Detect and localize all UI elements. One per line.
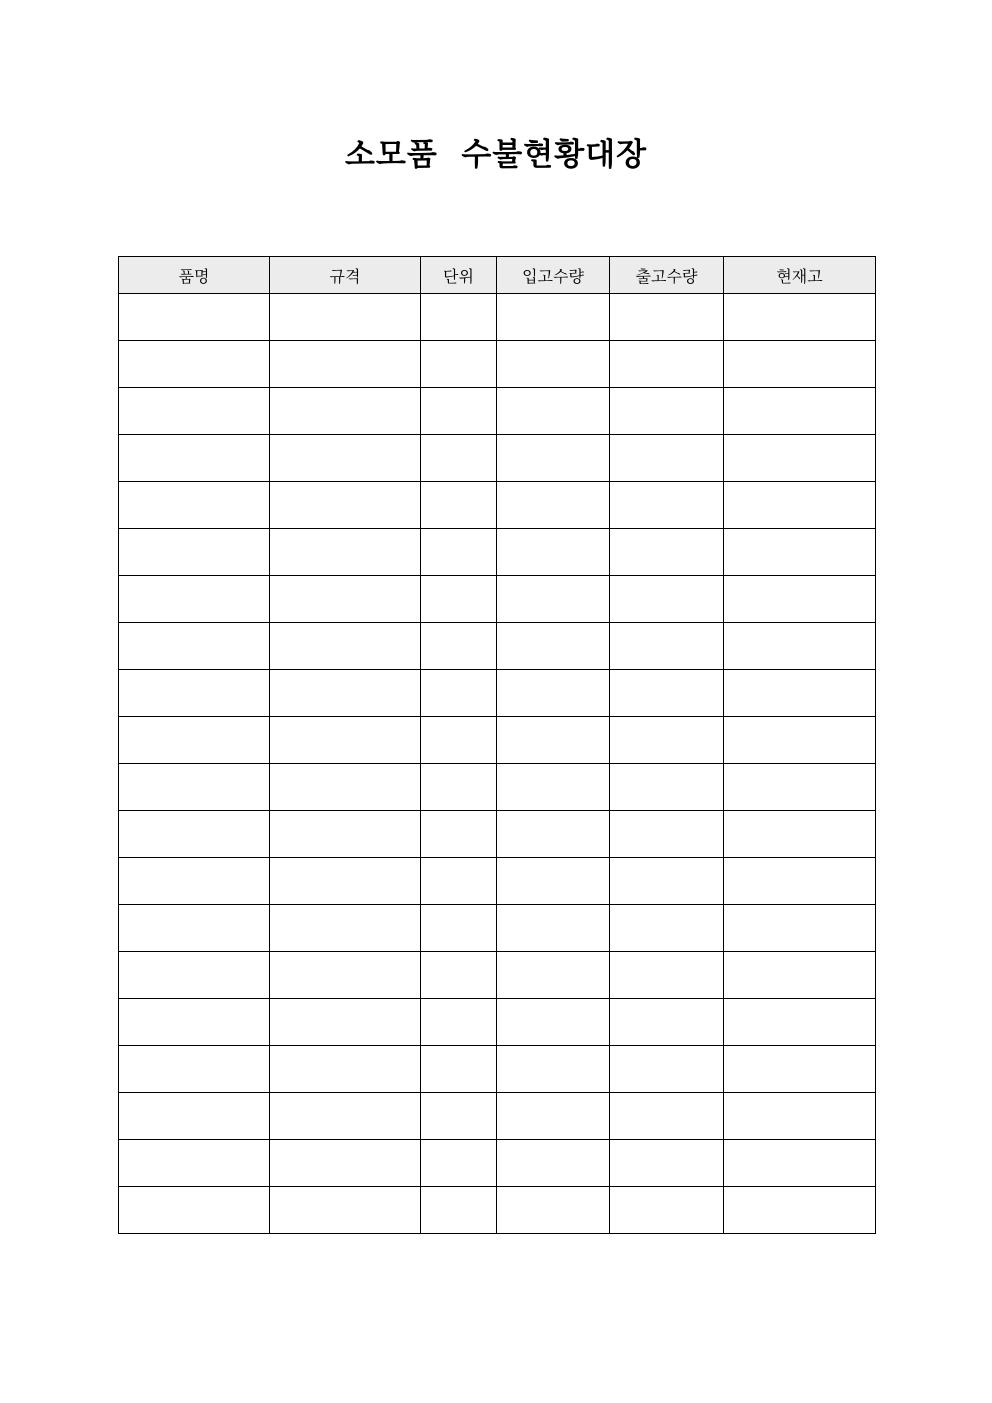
unit-cell[interactable] [421, 482, 497, 529]
current-stock-cell[interactable] [724, 811, 876, 858]
table-body [119, 294, 876, 1234]
item-name-cell[interactable] [119, 341, 270, 388]
specification-cell[interactable] [270, 1187, 421, 1234]
issued-qty-cell[interactable] [610, 623, 724, 670]
unit-cell[interactable] [421, 341, 497, 388]
current-stock-cell[interactable] [724, 341, 876, 388]
unit-cell[interactable] [421, 1046, 497, 1093]
item-name-cell[interactable] [119, 905, 270, 952]
table-row [119, 388, 876, 435]
unit-cell[interactable] [421, 670, 497, 717]
table-row [119, 717, 876, 764]
table-row [119, 435, 876, 482]
specification-cell[interactable] [270, 670, 421, 717]
column-header-specification: 규격 [270, 257, 421, 294]
issued-qty-cell[interactable] [610, 764, 724, 811]
received-qty-cell[interactable] [497, 388, 610, 435]
issued-qty-cell[interactable] [610, 1093, 724, 1140]
current-stock-cell[interactable] [724, 482, 876, 529]
specification-cell[interactable] [270, 811, 421, 858]
received-qty-cell[interactable] [497, 623, 610, 670]
specification-cell[interactable] [270, 952, 421, 999]
table-row [119, 623, 876, 670]
received-qty-cell[interactable] [497, 764, 610, 811]
item-name-cell[interactable] [119, 952, 270, 999]
specification-cell[interactable] [270, 905, 421, 952]
table-row [119, 1140, 876, 1187]
received-qty-cell[interactable] [497, 294, 610, 341]
column-header-received-qty: 입고수량 [497, 257, 610, 294]
item-name-cell[interactable] [119, 670, 270, 717]
received-qty-cell[interactable] [497, 1140, 610, 1187]
table-row [119, 482, 876, 529]
table-row [119, 670, 876, 717]
issued-qty-cell[interactable] [610, 670, 724, 717]
column-header-unit: 단위 [421, 257, 497, 294]
issued-qty-cell[interactable] [610, 999, 724, 1046]
table-row [119, 576, 876, 623]
item-name-cell[interactable] [119, 294, 270, 341]
current-stock-cell[interactable] [724, 1093, 876, 1140]
issued-qty-cell[interactable] [610, 905, 724, 952]
unit-cell[interactable] [421, 1187, 497, 1234]
received-qty-cell[interactable] [497, 341, 610, 388]
specification-cell[interactable] [270, 999, 421, 1046]
page-title: 소모품 수불현황대장 [344, 137, 648, 173]
table-row [119, 1093, 876, 1140]
issued-qty-cell[interactable] [610, 294, 724, 341]
received-qty-cell[interactable] [497, 1187, 610, 1234]
received-qty-cell[interactable] [497, 905, 610, 952]
table-row [119, 905, 876, 952]
item-name-cell[interactable] [119, 717, 270, 764]
table-row [119, 764, 876, 811]
issued-qty-cell[interactable] [610, 811, 724, 858]
unit-cell[interactable] [421, 952, 497, 999]
item-name-cell[interactable] [119, 576, 270, 623]
received-qty-cell[interactable] [497, 811, 610, 858]
unit-cell[interactable] [421, 858, 497, 905]
unit-cell[interactable] [421, 576, 497, 623]
current-stock-cell[interactable] [724, 294, 876, 341]
received-qty-cell[interactable] [497, 952, 610, 999]
received-qty-cell[interactable] [497, 999, 610, 1046]
unit-cell[interactable] [421, 1093, 497, 1140]
current-stock-cell[interactable] [724, 388, 876, 435]
column-header-current-stock: 현재고 [724, 257, 876, 294]
current-stock-cell[interactable] [724, 999, 876, 1046]
current-stock-cell[interactable] [724, 670, 876, 717]
specification-cell[interactable] [270, 294, 421, 341]
item-name-cell[interactable] [119, 623, 270, 670]
item-name-cell[interactable] [119, 529, 270, 576]
issued-qty-cell[interactable] [610, 717, 724, 764]
item-name-cell[interactable] [119, 858, 270, 905]
item-name-cell[interactable] [119, 1140, 270, 1187]
issued-qty-cell[interactable] [610, 482, 724, 529]
current-stock-cell[interactable] [724, 1140, 876, 1187]
current-stock-cell[interactable] [724, 764, 876, 811]
specification-cell[interactable] [270, 764, 421, 811]
table-row [119, 999, 876, 1046]
current-stock-cell[interactable] [724, 529, 876, 576]
specification-cell[interactable] [270, 482, 421, 529]
received-qty-cell[interactable] [497, 1093, 610, 1140]
unit-cell[interactable] [421, 811, 497, 858]
issued-qty-cell[interactable] [610, 576, 724, 623]
item-name-cell[interactable] [119, 811, 270, 858]
current-stock-cell[interactable] [724, 1046, 876, 1093]
table-row [119, 858, 876, 905]
specification-cell[interactable] [270, 435, 421, 482]
current-stock-cell[interactable] [724, 576, 876, 623]
unit-cell[interactable] [421, 1140, 497, 1187]
specification-cell[interactable] [270, 1093, 421, 1140]
item-name-cell[interactable] [119, 999, 270, 1046]
issued-qty-cell[interactable] [610, 1140, 724, 1187]
received-qty-cell[interactable] [497, 435, 610, 482]
table-row [119, 1187, 876, 1234]
specification-cell[interactable] [270, 1140, 421, 1187]
current-stock-cell[interactable] [724, 623, 876, 670]
issued-qty-cell[interactable] [610, 341, 724, 388]
current-stock-cell[interactable] [724, 858, 876, 905]
issued-qty-cell[interactable] [610, 952, 724, 999]
received-qty-cell[interactable] [497, 482, 610, 529]
specification-cell[interactable] [270, 529, 421, 576]
received-qty-cell[interactable] [497, 529, 610, 576]
unit-cell[interactable] [421, 623, 497, 670]
specification-cell[interactable] [270, 576, 421, 623]
received-qty-cell[interactable] [497, 717, 610, 764]
table-row [119, 1046, 876, 1093]
current-stock-cell[interactable] [724, 717, 876, 764]
issued-qty-cell[interactable] [610, 1187, 724, 1234]
issued-qty-cell[interactable] [610, 435, 724, 482]
item-name-cell[interactable] [119, 1093, 270, 1140]
item-name-cell[interactable] [119, 1187, 270, 1234]
received-qty-cell[interactable] [497, 670, 610, 717]
issued-qty-cell[interactable] [610, 1046, 724, 1093]
table-row [119, 294, 876, 341]
unit-cell[interactable] [421, 435, 497, 482]
unit-cell[interactable] [421, 529, 497, 576]
current-stock-cell[interactable] [724, 1187, 876, 1234]
current-stock-cell[interactable] [724, 905, 876, 952]
specification-cell[interactable] [270, 858, 421, 905]
item-name-cell[interactable] [119, 764, 270, 811]
table-row [119, 811, 876, 858]
issued-qty-cell[interactable] [610, 529, 724, 576]
specification-cell[interactable] [270, 388, 421, 435]
specification-cell[interactable] [270, 623, 421, 670]
table-header-row [119, 257, 876, 294]
unit-cell[interactable] [421, 388, 497, 435]
item-name-cell[interactable] [119, 1046, 270, 1093]
item-name-cell[interactable] [119, 388, 270, 435]
received-qty-cell[interactable] [497, 1046, 610, 1093]
specification-cell[interactable] [270, 717, 421, 764]
current-stock-cell[interactable] [724, 952, 876, 999]
table-row [119, 952, 876, 999]
column-header-item-name: 품명 [119, 257, 270, 294]
column-header-issued-qty: 출고수량 [610, 257, 724, 294]
item-name-cell[interactable] [119, 435, 270, 482]
issued-qty-cell[interactable] [610, 388, 724, 435]
table-row [119, 341, 876, 388]
received-qty-cell[interactable] [497, 858, 610, 905]
table-row [119, 529, 876, 576]
item-name-cell[interactable] [119, 482, 270, 529]
issued-qty-cell[interactable] [610, 858, 724, 905]
unit-cell[interactable] [421, 764, 497, 811]
current-stock-cell[interactable] [724, 435, 876, 482]
received-qty-cell[interactable] [497, 576, 610, 623]
unit-cell[interactable] [421, 717, 497, 764]
inventory-ledger-table [118, 256, 876, 1234]
unit-cell[interactable] [421, 905, 497, 952]
unit-cell[interactable] [421, 294, 497, 341]
specification-cell[interactable] [270, 341, 421, 388]
specification-cell[interactable] [270, 1046, 421, 1093]
unit-cell[interactable] [421, 999, 497, 1046]
